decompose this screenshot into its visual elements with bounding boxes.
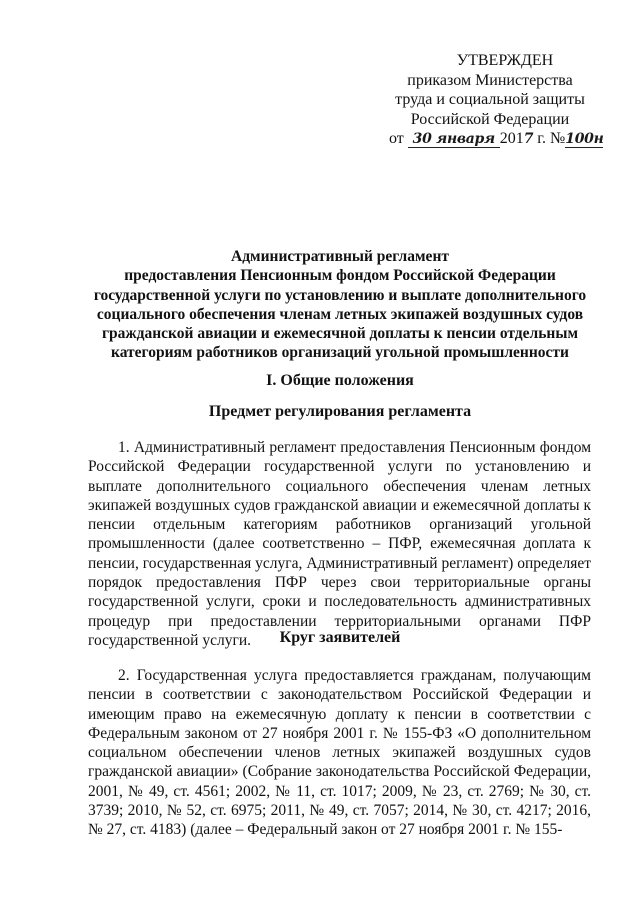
handwritten-order-number: 100н xyxy=(565,131,604,147)
approval-stamp-block xyxy=(375,51,605,150)
title-line-5: гражданской авиации и ежемесячной доплаты к пенсии отдельным xyxy=(102,325,578,343)
title-line-1: Административный регламент xyxy=(231,248,449,265)
date-prefix: от xyxy=(389,130,404,147)
year-prefix: 201 xyxy=(499,130,524,147)
approval-heading: УТВЕРЖДЕН xyxy=(456,52,554,69)
date-field xyxy=(408,131,500,148)
section-heading-general: I. Общие положения xyxy=(266,372,414,389)
subsection-heading-applicants: Круг заявителей xyxy=(279,629,401,646)
title-line-2: предоставления Пенсионным фондом Российской Федерации xyxy=(124,267,556,285)
approval-line-3: Российской Федерации xyxy=(410,110,570,128)
approval-line-2: труда и социальной защиты xyxy=(395,91,585,108)
year-suffix: г. № xyxy=(537,130,566,147)
document-title xyxy=(60,247,620,363)
approval-line-1: приказом Министерства xyxy=(407,71,573,89)
subsection-heading-subject: Предмет регулирования регламента xyxy=(208,403,472,420)
title-line-4: социального обеспечения членам летных экипажей воздушных судов xyxy=(96,305,584,323)
paragraph-1: 1. Административный регламент предоставления Пенсионным фондом Российской Федерации государственной услуги по установлению и выплате дополнительного социального обеспечения членам летных экипажей воздушных судов гражданской авиации и ежемесячной доплаты к пенсии отдельным категориям работников организаций угольной промышленности (далее соответственно – ПФР, ежемесячная доплата к пенсии, государственная услуга, Административный регламент) определяет порядок предоставления ПФР через свои территориальные органы государственной услуги, сроки и последовательность административных процедур при предоставлении территориальными органами ПФР государственной услуги. xyxy=(88,439,591,649)
handwritten-date: 30 января xyxy=(412,131,495,147)
paragraph-2: 2. Государственная услуга предоставляется гражданам, получающим пенсии в соответствии с законодательством Российской Федерации и имеющим право на ежемесячную доплату к пенсии в соответствии с Федеральным законом от 27 ноября 2001 г. № 155-ФЗ «О дополнительном социальном обеспечении членов летных экипажей воздушных судов гражданской авиации» (Собрание законодательства Российской Федерации, 2001, № 49, ст. 4561; 2002, № 11, ст. 1017; 2009, № 23, ст. 2769; № 30, ст. 3739; 2010, № 52, ст. 6975; 2011, № 49, ст. 7057; 2014, № 30, ст. 4217; 2016, № 27, ст. 4183) (далее – Федеральный закон от 27 ноября 2001 г. № 155- xyxy=(88,667,591,839)
number-field xyxy=(565,131,603,148)
handwritten-year-digit: 7 xyxy=(523,131,534,147)
title-line-6: категориям работников организаций угольной промышленности xyxy=(111,344,569,362)
title-line-3: государственной услуги по установлению и выплате дополнительного xyxy=(93,286,587,304)
approval-date-line xyxy=(375,129,605,150)
